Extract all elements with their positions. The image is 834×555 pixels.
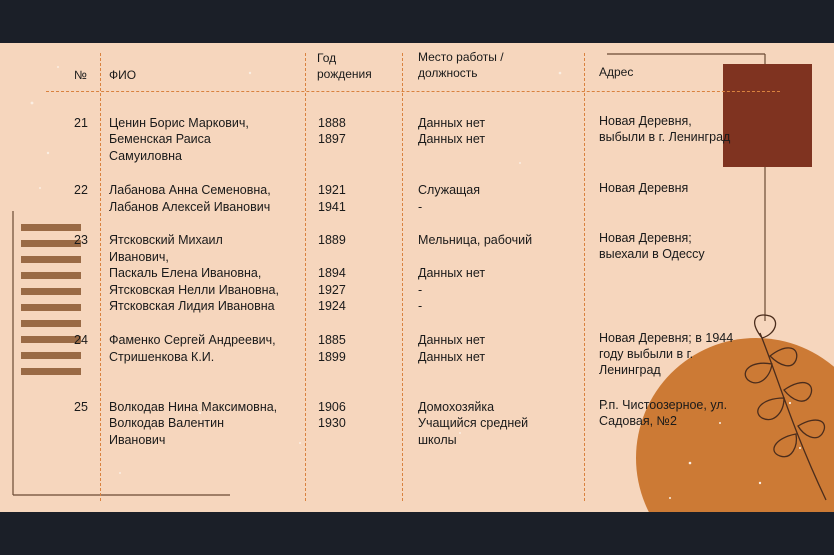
row-address: выбыли в г. Ленинград	[599, 130, 731, 144]
row-address: Новая Деревня; в 1944	[599, 331, 734, 345]
row-work: Учащийся средней	[418, 416, 529, 430]
header-address: Адрес	[599, 65, 634, 79]
row-name: Беменская Раиса	[109, 132, 211, 146]
column-divider-3	[402, 53, 403, 501]
slide	[0, 43, 834, 512]
row-name: Самуиловна	[109, 149, 182, 163]
column-divider-4	[584, 53, 585, 501]
row-name: Лабанов Алексей Иванович	[109, 200, 271, 214]
row-name: Стришенкова К.И.	[109, 350, 215, 364]
row-work: Мельница, рабочий	[418, 233, 533, 247]
bottom-letterbox-bar	[0, 512, 834, 555]
row-address: Новая Деревня,	[599, 114, 692, 128]
row-year: 1921	[318, 183, 346, 197]
row-work: Данных нет	[418, 116, 486, 130]
row-year: 1888	[318, 116, 346, 130]
row-address: Новая Деревня	[599, 181, 689, 195]
row-year: 1927	[318, 283, 346, 297]
row-address: выехали в Одессу	[599, 247, 705, 261]
row-year: 1899	[318, 350, 346, 364]
header-work-line2: должность	[418, 66, 478, 80]
row-address: Садовая, №2	[599, 414, 677, 428]
header-name: ФИО	[109, 68, 137, 82]
header-year-line2: рождения	[317, 67, 372, 81]
row-year: 1924	[318, 299, 346, 313]
row-year: 1894	[318, 266, 346, 280]
row-address: году выбыли в г.	[599, 347, 694, 361]
row-work: школы	[418, 433, 457, 447]
row-year: 1885	[318, 333, 346, 347]
row-work: -	[418, 283, 423, 297]
header-num: №	[74, 68, 87, 82]
row-name: Ятсковская Лидия Ивановна	[109, 299, 275, 313]
row-address: Новая Деревня;	[599, 231, 692, 245]
row-work: Данных нет	[418, 333, 486, 347]
row-address: Ленинград	[599, 363, 661, 377]
header-work-line1: Место работы /	[418, 50, 504, 64]
header-divider-line	[46, 91, 780, 92]
row-name: Ятсковский Михаил	[109, 233, 223, 247]
row-name: Иванович,	[109, 250, 169, 264]
row-work: -	[418, 200, 423, 214]
row-work: Данных нет	[418, 266, 486, 280]
row-name: Лабанова Анна Семеновна,	[109, 183, 271, 197]
row-year: 1897	[318, 132, 346, 146]
row-num: 24	[74, 333, 88, 347]
row-work: Домохозяйка	[418, 400, 495, 414]
row-name: Ятсковская Нелли Ивановна,	[109, 283, 279, 297]
row-name: Волкодав Валентин	[109, 416, 225, 430]
row-year: 1941	[318, 200, 346, 214]
row-year: 1889	[318, 233, 346, 247]
row-name: Волкодав Нина Максимовна,	[109, 400, 278, 414]
row-work: -	[418, 299, 423, 313]
row-name: Ценин Борис Маркович,	[109, 116, 249, 130]
row-work: Служащая	[418, 183, 481, 197]
row-work: Данных нет	[418, 350, 486, 364]
row-address: Р.п. Чистоозерное, ул.	[599, 398, 728, 412]
row-name: Паскаль Елена Ивановна,	[109, 266, 262, 280]
row-num: 22	[74, 183, 88, 197]
column-divider-1	[100, 53, 101, 501]
row-num: 21	[74, 116, 88, 130]
row-year: 1906	[318, 400, 346, 414]
header-year-line1: Год	[317, 51, 337, 65]
row-num: 25	[74, 400, 88, 414]
row-num: 23	[74, 233, 88, 247]
row-work: Данных нет	[418, 132, 486, 146]
row-name: Фаменко Сергей Андреевич,	[109, 333, 276, 347]
column-divider-2	[305, 53, 306, 501]
row-year: 1930	[318, 416, 346, 430]
row-name: Иванович	[109, 433, 166, 447]
